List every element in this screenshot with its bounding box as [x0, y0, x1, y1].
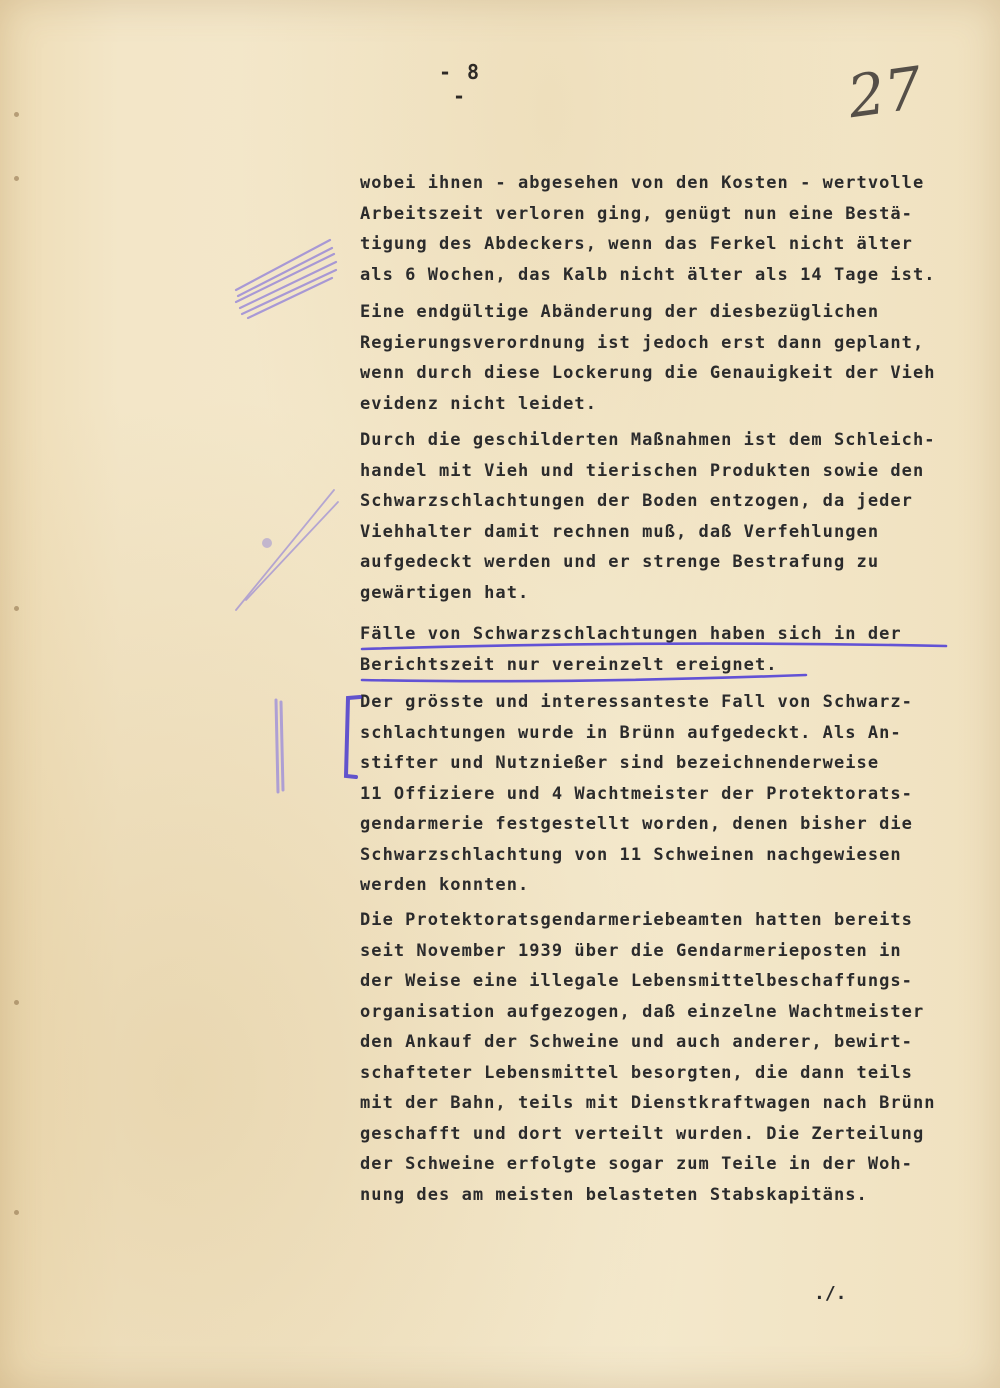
text-line: als 6 Wochen, das Kalb nicht älter als 14 Tage ist.	[360, 264, 936, 285]
text-line: stifter und Nutznießer sind bezeichnenderweise	[360, 753, 880, 773]
paragraph	[360, 168, 936, 290]
text-line: aufgedeckt werden und er strenge Bestrafung zu	[360, 552, 880, 572]
margin-bar-mark	[276, 700, 283, 792]
text-line: tigung des Abdeckers, wenn das Ferkel nicht älter	[360, 234, 913, 254]
text-line: Regierungsverordnung ist jedoch erst dann geplant,	[360, 332, 925, 353]
punch-hole-mark	[14, 112, 19, 117]
paragraph	[360, 425, 936, 608]
text-line: der Schweine erfolgte sogar zum Teile in der Woh-	[360, 1154, 913, 1174]
text-line: Schwarzschlachtungen der Boden entzogen, da jeder	[360, 491, 913, 511]
paragraph	[360, 297, 936, 419]
text-line: gendarmerie festgestellt worden, denen bisher die	[360, 814, 913, 834]
text-line: evidenz nicht leidet.	[360, 393, 597, 414]
text-line: Der grösste und interessanteste Fall von Schwarz-	[360, 692, 913, 712]
hatch-mark-middle	[236, 490, 338, 610]
underlined-paragraph	[360, 619, 902, 680]
text-line: Eine endgültige Abänderung der diesbezüglichen	[360, 302, 880, 322]
text-line: Durch die geschilderten Maßnahmen ist dem Schleich-	[360, 430, 936, 450]
text-line: organisation aufgezogen, daß einzelne Wachtmeister	[360, 1001, 925, 1022]
text-line: der Weise eine illegale Lebensmittelbeschaffungs-	[360, 971, 913, 991]
text-line: schafteter Lebensmittel besorgten, die dann teils	[360, 1062, 913, 1083]
handwritten-folio-number: 27	[843, 53, 927, 132]
punch-hole-mark	[14, 1000, 19, 1005]
text-line: den Ankauf der Schweine und auch anderer, bewirt-	[360, 1032, 913, 1052]
text-line: Berichtszeit nur vereinzelt ereignet.	[360, 654, 778, 675]
margin-bracket-mark	[346, 697, 360, 777]
page-number: - 8 -	[438, 60, 482, 108]
text-line: geschafft und dort verteilt wurden. Die Zerteilung	[360, 1123, 925, 1144]
text-line: werden konnten.	[360, 875, 530, 895]
text-line: handel mit Vieh und tierischen Produkten sowie den	[360, 460, 925, 481]
text-line: Schwarzschlachtung von 11 Schweinen nachgewiesen	[360, 844, 902, 865]
text-line: schlachtungen wurde in Brünn aufgedeckt. Als An-	[360, 722, 902, 743]
hatch-mark-top	[236, 240, 336, 318]
continuation-mark: ./.	[814, 1283, 847, 1304]
text-line: wenn durch diese Lockerung die Genauigkeit der Vieh	[360, 363, 936, 383]
text-line: wobei ihnen - abgesehen von den Kosten - wertvolle	[360, 173, 925, 193]
text-line: Fälle von Schwarzschlachtungen haben sich in der	[360, 624, 902, 644]
text-line: mit der Bahn, teils mit Dienstkraftwagen nach Brünn	[360, 1093, 936, 1113]
text-line: Viehhalter damit rechnen muß, daß Verfehlungen	[360, 521, 880, 542]
marked-paragraph	[360, 687, 913, 901]
punch-hole-mark	[14, 606, 19, 611]
text-line: Arbeitszeit verloren ging, genügt nun eine Bestä-	[360, 203, 913, 224]
punch-hole-mark	[14, 176, 19, 181]
punch-hole-mark	[14, 1210, 19, 1215]
text-line: gewärtigen hat.	[360, 582, 530, 603]
paragraph	[360, 905, 936, 1210]
text-line: seit November 1939 über die Gendarmerieposten in	[360, 940, 902, 961]
text-line: Die Protektoratsgendarmeriebeamten hatten bereits	[360, 910, 913, 930]
text-line: nung des am meisten belasteten Stabskapitäns.	[360, 1184, 868, 1205]
text-line: 11 Offiziere und 4 Wachtmeister der Protektorats-	[360, 783, 913, 804]
